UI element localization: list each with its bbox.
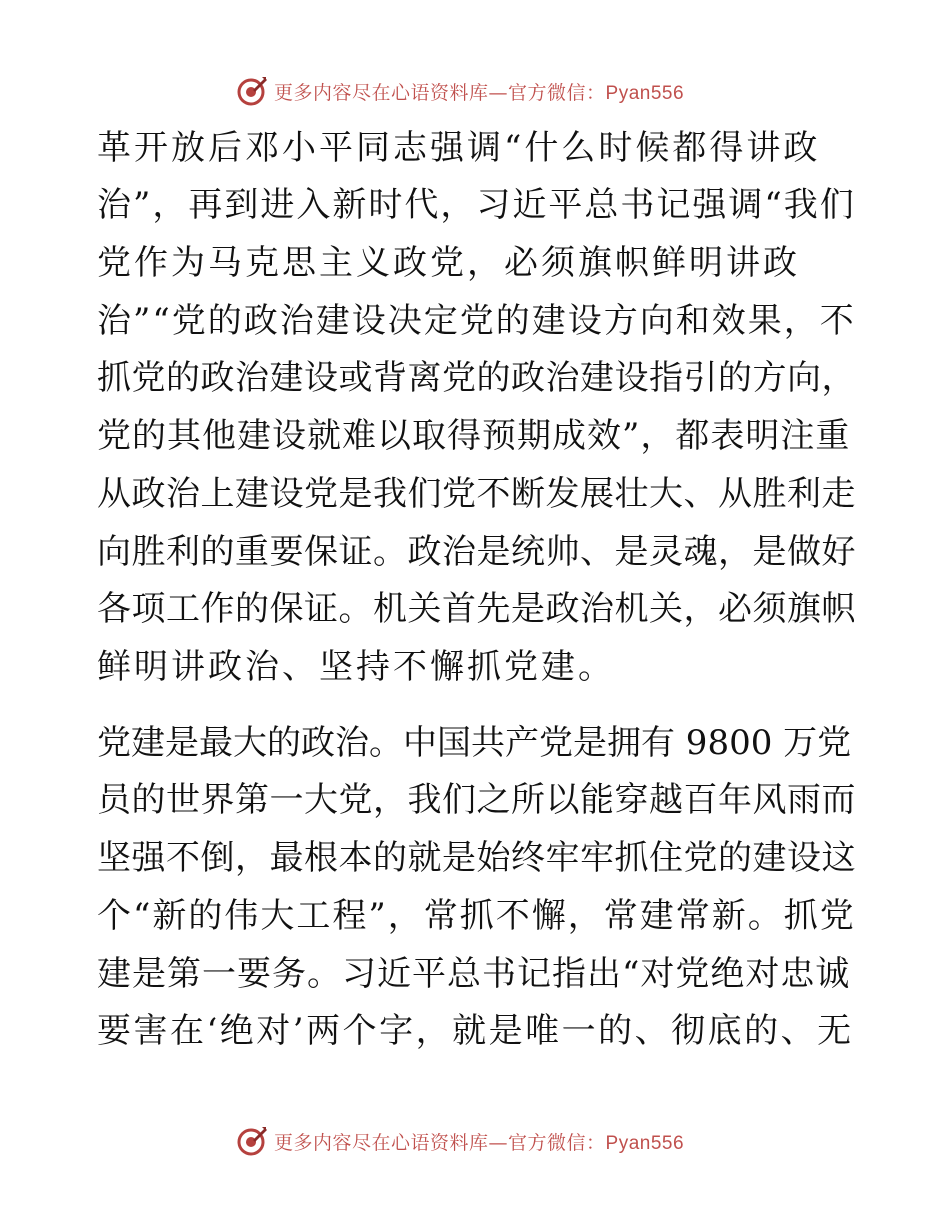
text-line: 党的其他建设就难以取得预期成效”，都表明注重 [97,416,851,456]
text-line: 党建是最大的政治。中国共产党是拥有 9800 万党 [97,723,852,763]
text-line: 鲜明讲政治、坚持不懈抓党建。 [97,647,615,687]
header-text: 更多内容尽在心语资料库—官方微信：Pyan556 [274,81,685,104]
text-line: 要害在‘绝对’两个字，就是唯一的、彻底的、无 [97,1011,854,1051]
text-line: 个“新的伟大工程”，常抓不懈，常建常新。抓党 [97,896,856,936]
footer-banner [0,1120,950,1160]
text-line: 党作为马克思主义政党，必须旗帜鲜明讲政 [97,243,800,283]
text-line: 从政治上建设党是我们党不断发展壮大、从胜利走 [97,474,856,514]
pen-logo-icon [236,75,268,107]
text-line: 向胜利的重要保证。政治是统帅、是灵魂，是做好 [97,532,856,572]
text-line: 抓党的政治建设或背离党的政治建设指引的方向， [97,358,856,398]
pen-logo-icon [236,1125,268,1157]
text-line: 治”，再到进入新时代，习近平总书记强调“我们 [97,185,856,225]
text-line: 员的世界第一大党，我们之所以能穿越百年风雨而 [97,780,856,820]
footer-text: 更多内容尽在心语资料库—官方微信：Pyan556 [274,1131,685,1154]
text-line: 治”“党的政治建设决定党的建设方向和效果，不 [97,301,856,341]
text-line: 建是第一要务。习近平总书记指出“对党绝对忠诚 [97,954,851,994]
text-line: 各项工作的保证。机关首先是政治机关，必须旗帜 [97,589,856,629]
header-banner [0,70,950,110]
text-line: 坚强不倒，最根本的就是始终牢牢抓住党的建设这 [97,838,856,878]
text-line: 革开放后邓小平同志强调“什么时候都得讲政 [97,128,821,168]
